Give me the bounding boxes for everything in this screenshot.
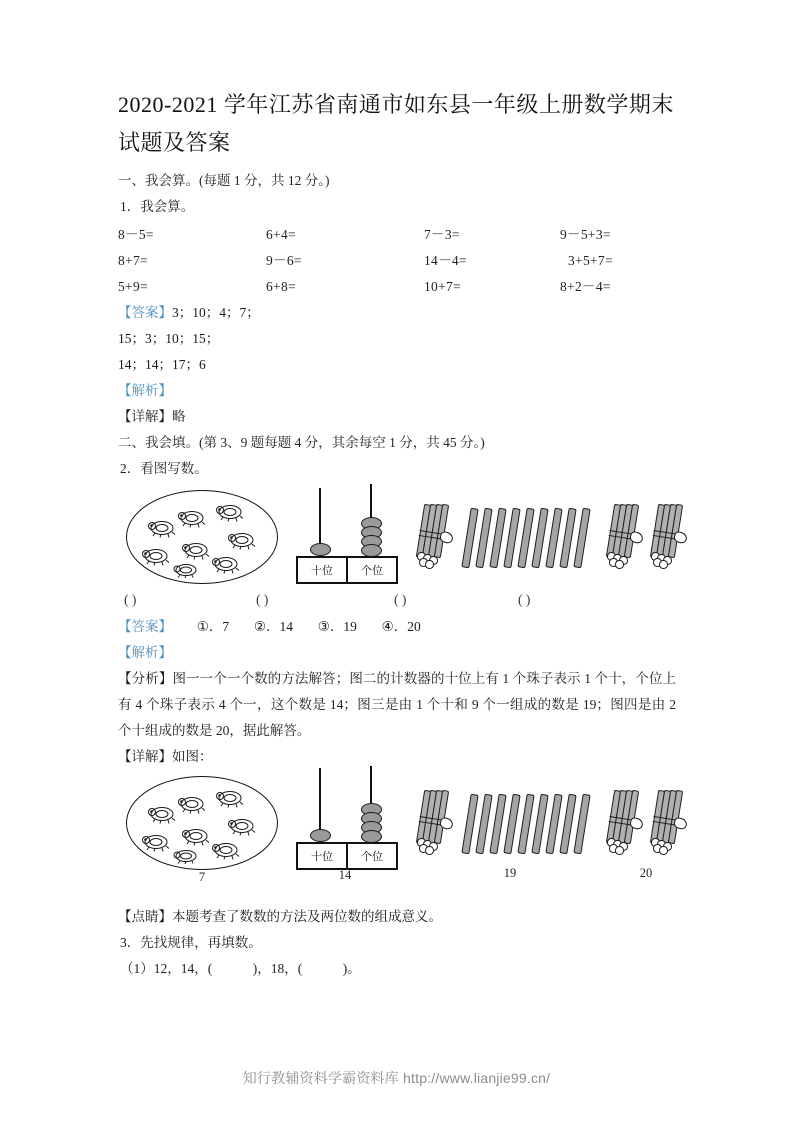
q2-fenxi-paragraph xyxy=(118,666,676,744)
footer-watermark: 知行教辅资料学霸资料库 http://www.lianjie99.cn/ xyxy=(242,1070,551,1086)
section2-heading: 二、我会填。(第 3、9 题每题 4 分，其余每空 1 分，共 45 分。) xyxy=(118,435,485,450)
blank-paren[interactable]: ( ) xyxy=(394,592,407,607)
q1-analysis-marker: 【解析】 xyxy=(118,383,172,398)
answer-item: ②．14 xyxy=(253,619,293,634)
answer-item: ③．19 xyxy=(317,619,357,634)
blank-paren[interactable]: ( ) xyxy=(124,592,137,607)
q2-answer-line xyxy=(118,614,676,640)
blank-paren[interactable]: ( ) xyxy=(518,592,531,607)
turtle-group xyxy=(126,490,278,584)
q1-answer-line-2: 15；3；10；15； xyxy=(118,331,220,346)
abacus-rod-tens xyxy=(319,488,321,550)
arithmetic-problem-grid xyxy=(118,222,676,300)
figure-caption: 7 xyxy=(198,870,206,884)
q2-detail-line xyxy=(118,744,676,770)
q1-detail-line xyxy=(118,404,676,430)
abacus-bead-tens xyxy=(310,543,331,556)
answer-text: 3；10；4；7； xyxy=(172,305,260,320)
q2-dianjing-line xyxy=(118,904,676,930)
page-title: 2020-2021 学年江苏省南通市如东县一年级上册数学期末试题及答案 xyxy=(118,92,674,155)
problem-cell: 7－3= xyxy=(424,227,460,242)
question-3-item-1[interactable]: （1）12，14，( )，18，( )。 xyxy=(120,961,361,976)
problem-cell: 8+2－4= xyxy=(560,279,611,294)
fenxi-text: 图一一个一个数的方法解答；图二的计数器的十位上有 1 个珠子表示 1 个十，个位上有 4 个珠子表示 4 个一，这个数是 14；图三是由 1 个十和 9 个一组成的数是 19；图四是由 2 个十组成的数是 20，据此解答。 xyxy=(118,671,677,738)
problem-cell: 5+9= xyxy=(118,279,148,294)
abacus-rod-tens xyxy=(319,768,321,836)
figure-caption: 14 xyxy=(338,868,352,882)
question-1-label: 1．我会算。 xyxy=(120,199,195,214)
answer-marker: 【答案】 xyxy=(118,305,172,320)
document-content xyxy=(118,86,676,982)
question-2-label: 2．看图写数。 xyxy=(120,461,208,476)
abacus-label-tens: 十位 xyxy=(311,851,333,863)
detail-text: 如图： xyxy=(172,749,213,764)
problem-cell: 14－4= xyxy=(424,253,467,268)
abacus-label-tens: 十位 xyxy=(311,565,333,577)
section1-heading: 一、我会算。(每题 1 分，共 12 分。) xyxy=(118,173,330,188)
question-3-label: 3．先找规律，再填数。 xyxy=(120,935,262,950)
dianjing-text: 本题考查了数数的方法及两位数的组成意义。 xyxy=(172,909,442,924)
problem-cell: 10+7= xyxy=(424,279,461,294)
abacus-bead-tens xyxy=(310,829,331,842)
blank-paren-row xyxy=(118,592,676,614)
q1-answer-line-1 xyxy=(118,300,676,326)
figure-caption: 19 xyxy=(503,866,517,880)
answer-item: ④．20 xyxy=(381,619,421,634)
abacus-base xyxy=(296,842,398,870)
problem-cell: 6+8= xyxy=(266,279,296,294)
blank-paren[interactable]: ( ) xyxy=(256,592,269,607)
dianjing-marker: 【点睛】 xyxy=(118,909,172,924)
detail-marker: 【详解】 xyxy=(118,409,172,424)
problem-cell: 9－6= xyxy=(266,253,302,268)
q1-answer-line-3: 14；14；17；6 xyxy=(118,357,206,372)
detail-marker: 【详解】 xyxy=(118,749,172,764)
figure-caption: 20 xyxy=(639,866,653,880)
problem-cell: 8+7= xyxy=(118,253,148,268)
figure-row-2 xyxy=(118,774,676,886)
detail-text: 略 xyxy=(172,409,186,424)
problem-cell: 9－5+3= xyxy=(560,227,611,242)
answer-marker: 【答案】 xyxy=(118,619,172,634)
problem-cell: 8－5= xyxy=(118,227,154,242)
abacus-label-ones: 个位 xyxy=(346,558,396,582)
problem-cell: 6+4= xyxy=(266,227,296,242)
answer-item: ①．7 xyxy=(196,619,230,634)
figure-row-1 xyxy=(118,488,676,590)
abacus-label-ones: 个位 xyxy=(346,844,396,868)
turtle-group xyxy=(126,776,278,870)
problem-cell: 3+5+7= xyxy=(568,253,613,268)
fenxi-marker: 【分析】 xyxy=(118,671,173,686)
abacus-base xyxy=(296,556,398,584)
q2-analysis-marker: 【解析】 xyxy=(118,645,172,660)
